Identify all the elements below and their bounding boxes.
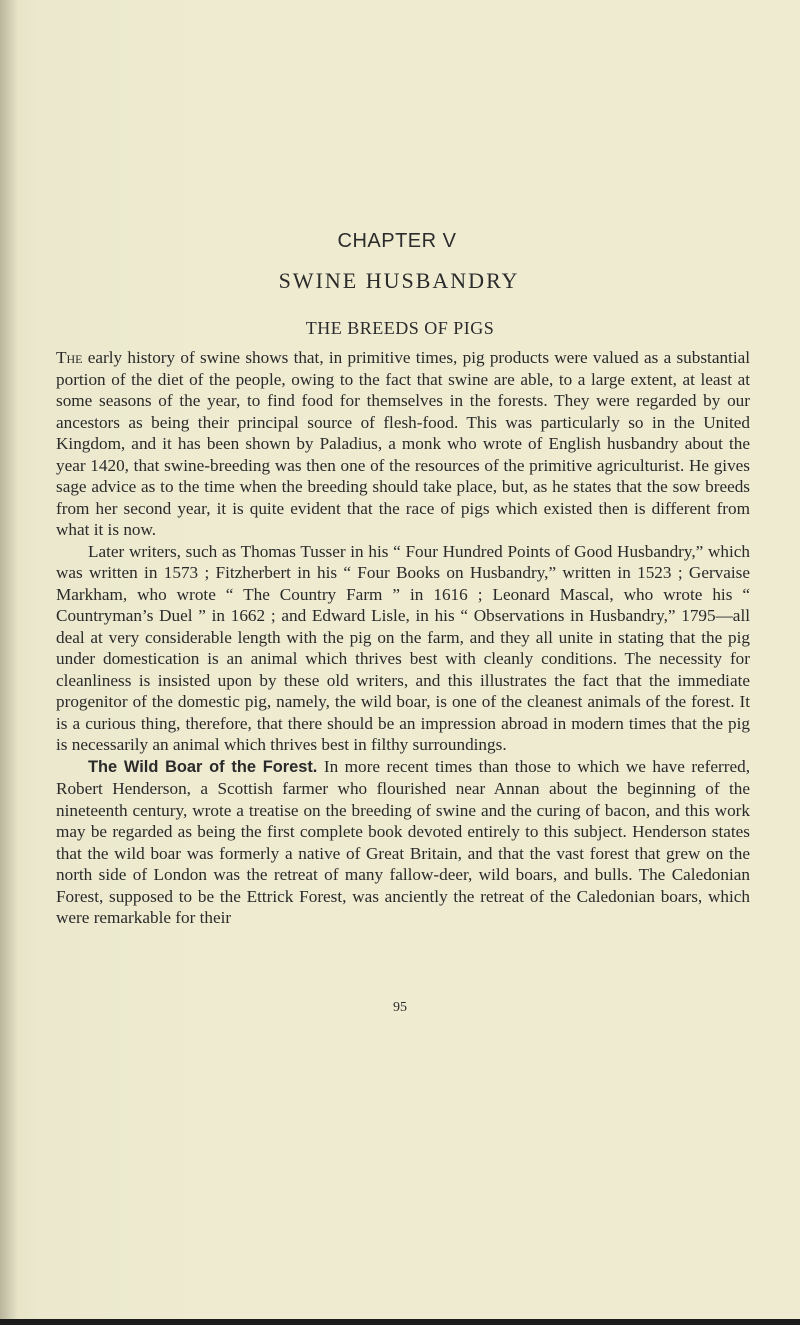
chapter-title: SWINE HUSBANDRY — [278, 268, 520, 293]
paragraph-2 — [56, 541, 750, 756]
page-bottom-edge — [0, 1319, 800, 1325]
paragraph-text: Later writers, such as Thomas Tusser in his “ Four Hundred Points of Good Husbandry,” which was written in 1573 ; Fitzherbert in his “ Four Books on Husbandry,” written in 1523 ; Gervaise Markham, who wrote “ The Country Farm ” in 1616 ; Leonard Mascal, who wrote his “ Countryman’s Duel ” in 1662 ; and Edward Lisle, in his “ Observations in Husbandry,” 1795—all deal at very considerable length with the pig on the farm, and they all unite in stating that the pig under domestication is an animal which thrives best with cleanly conditions. The necessity for cleanliness is insisted upon by these old writers, and this illustrates the fact that the immediate progenitor of the domestic pig, namely, the wild boar, is one of the cleanest animals of the forest. It is a curious thing, therefore, that there should be an impression abroad in modern times that the pig is necessarily an animal which thrives best in filthy surroundings. — [56, 541, 750, 754]
gutter-shadow — [0, 0, 18, 1325]
page-number: 95 — [393, 1000, 407, 1015]
paragraph-lead-word: The — [56, 348, 83, 367]
paragraph-3 — [56, 756, 750, 929]
run-in-heading: The Wild Boar of the Forest. — [88, 757, 318, 776]
body-text — [56, 347, 750, 929]
paragraph-1 — [56, 347, 750, 541]
chapter-label: CHAPTER V — [337, 230, 457, 252]
section-heading: THE BREEDS OF PIGS — [305, 318, 495, 338]
paragraph-text: In more recent times than those to which we have referred, Robert Henderson, a Scottish farmer who flourished near Annan about the beginning of the nineteenth century, wrote a treatise on the breeding of swine and the curing of bacon, and this work may be regarded as being the first complete book devoted entirely to this subject. Henderson states that the wild boar was formerly a native of Great Britain, and that the vast forest that grew on the north side of London was the retreat of many fallow-deer, wild boars, and bulls. The Caledonian Forest, supposed to be the Ettrick Forest, was anciently the retreat of the Caledonian boars, which were remarkable for their — [56, 756, 751, 927]
paragraph-text: early history of swine shows that, in primitive times, pig products were valued as a substantial portion of the diet of the people, owing to the fact that swine are able, to a large extent, at least at some seasons of the year, to find food for themselves in the forests. They were regarded by our ancestors as being their principal source of flesh-food. This was particularly so in the United Kingdom, and it has been shown by Paladius, a monk who wrote of English husbandry about the year 1420, that swine-breeding was then one of the resources of the primitive agriculturist. He gives sage advice as to the time when the breeding should take place, but, as he states that the sow breeds from her second year, it is quite evident that the race of pigs which existed then is different from what it is now. — [56, 348, 750, 539]
